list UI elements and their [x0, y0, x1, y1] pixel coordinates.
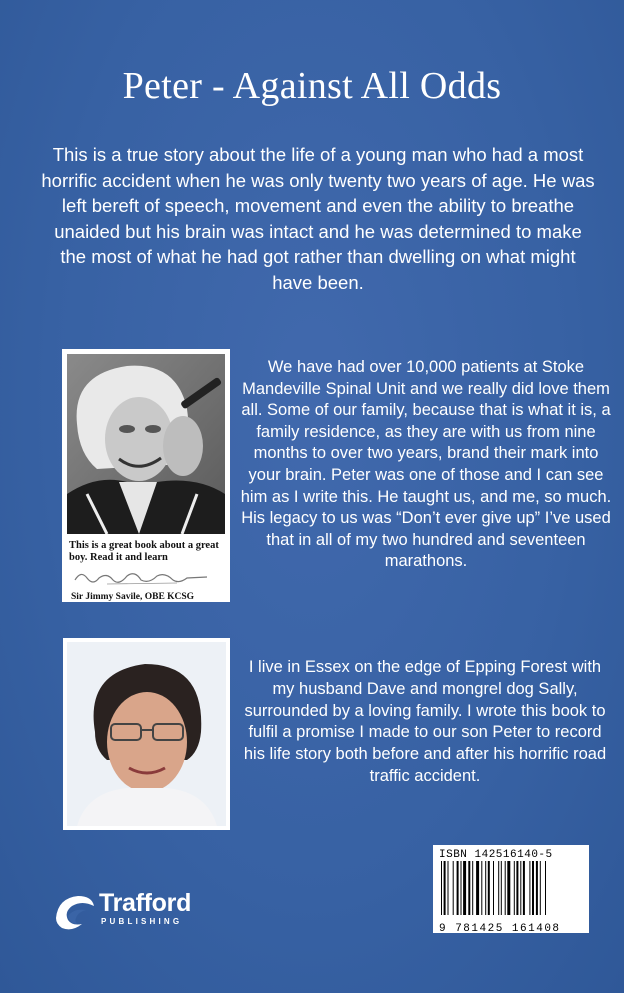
barcode-bar — [453, 861, 454, 915]
isbn-label: ISBN 142516140-5 — [439, 849, 553, 861]
barcode-bar — [448, 861, 449, 915]
barcode-bar — [461, 861, 462, 915]
barcode-bar — [501, 861, 502, 915]
endorsement-caption: This is a great book about a great boy. Read it and learn — [69, 540, 219, 563]
book-title: Peter - Against All Odds — [122, 65, 502, 107]
signature-image — [67, 566, 225, 588]
barcode-bar — [493, 861, 494, 915]
author-photo — [67, 642, 226, 826]
barcode-bar — [507, 861, 510, 915]
barcode-bar — [540, 861, 541, 915]
barcode-bar — [481, 861, 482, 915]
isbn-barcode — [433, 845, 589, 933]
barcode-bar — [485, 861, 486, 915]
wave-logo-icon — [52, 888, 98, 932]
barcode-bar — [532, 861, 534, 915]
barcode-bar — [441, 861, 442, 915]
barcode-bar — [476, 861, 479, 915]
barcode-bar — [444, 861, 446, 915]
barcode-bars — [439, 861, 583, 917]
barcode-bar — [536, 861, 538, 915]
barcode-bar — [488, 861, 490, 915]
ean-digits: 9 781425 161408 — [439, 923, 561, 935]
endorser-photo — [67, 354, 225, 534]
publisher-logo — [52, 888, 232, 932]
barcode-bar — [545, 861, 546, 915]
endorsement-quote: We have had over 10,000 patients at Stoke Mandeville Spinal Unit and we really did love them all. Some of our family, because that is what it is, a family residence, as they are with us from nine months to over two years, brand their mark into your brain. Peter was one of those and I can see him as I write this. He taught us, and me, so much. His legacy to us was “Don’t ever give up” I’ve used that in all of my two hundred and seventeen marathons. — [240, 358, 612, 571]
endorser-name: Sir Jimmy Savile, OBE KCSG — [71, 592, 195, 602]
barcode-bar — [520, 861, 521, 915]
barcode-bar — [498, 861, 499, 915]
endorser-photo-card — [62, 349, 230, 602]
author-bio: I live in Essex on the edge of Epping Forest with my husband Dave and mongrel dog Sally, surrounded by a loving family. I wrote this book to fulfil a promise I made to our son Peter to record his life story both before and after his horrific road traffic accident. — [243, 658, 607, 785]
barcode-bar — [457, 861, 459, 915]
barcode-bar — [523, 861, 525, 915]
publisher-name: Trafford — [99, 889, 192, 917]
barcode-bar — [463, 861, 466, 915]
author-photo-card — [63, 638, 230, 830]
barcode-bar — [468, 861, 470, 915]
barcode-bar — [514, 861, 515, 915]
barcode-bar — [505, 861, 506, 915]
barcode-bar — [516, 861, 518, 915]
intro-paragraph: This is a true story about the life of a young man who had a most horrific accident when he was only twenty two years of age. He was left bereft of speech, movement and even the ability to breathe unaided but his brain was intact and he was determined to make the most of what he had got rather than dwelling on what might have been. — [41, 144, 595, 293]
publisher-subtitle: PUBLISHING — [101, 917, 183, 926]
barcode-bar — [529, 861, 530, 915]
barcode-bar — [472, 861, 473, 915]
